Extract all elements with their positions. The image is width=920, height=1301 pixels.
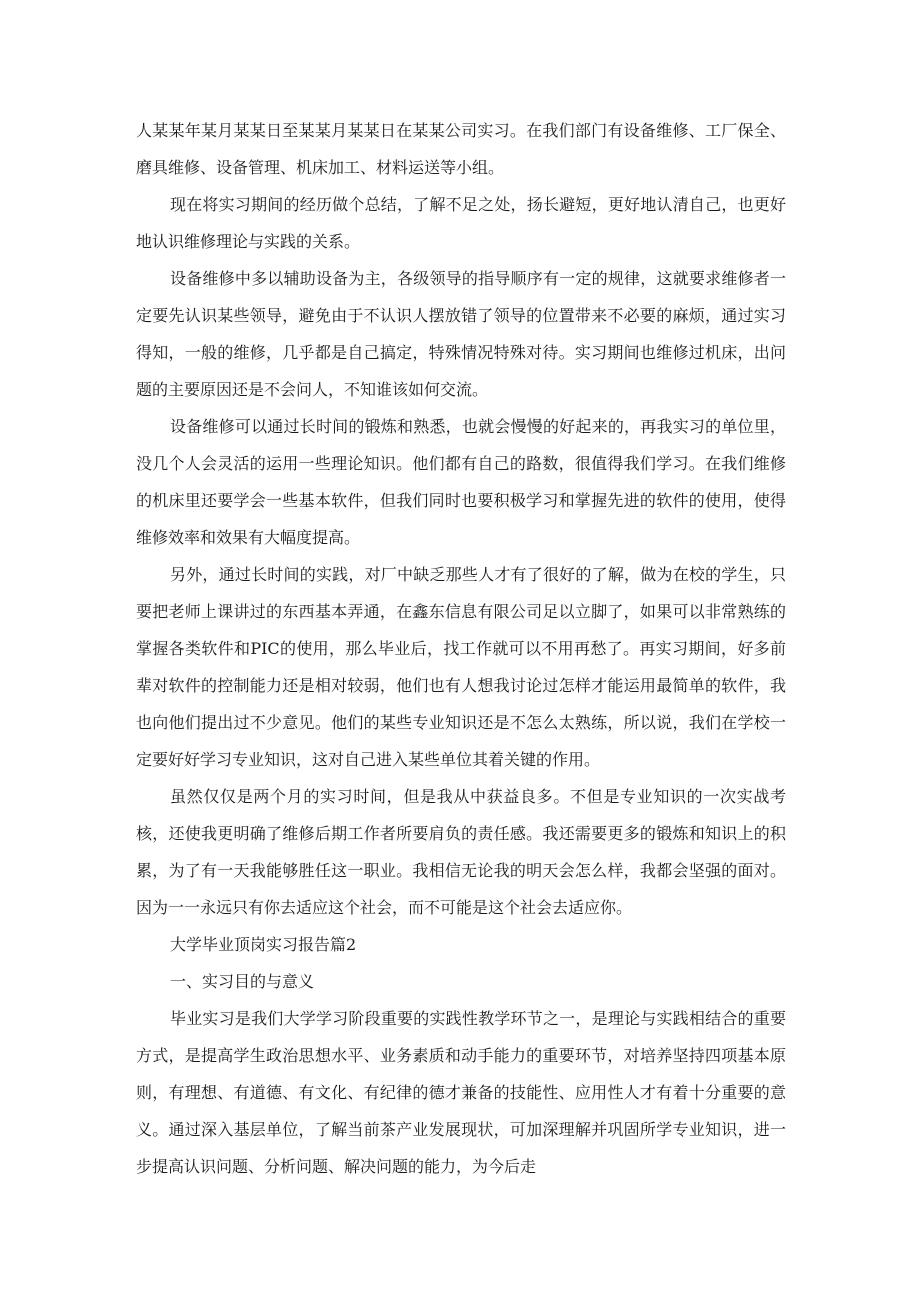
section-title: 大学毕业顶岗实习报告篇2: [170, 935, 357, 954]
subsection-title: 一、实习目的与意义: [170, 972, 315, 991]
document-body: [136, 112, 786, 1185]
paragraph-1: 人某某年某月某某日至某某月某某日在某某公司实习。在我们部门有设备维修、工厂保全、磨具维修、设备管理、机床加工、材料运送等小组。: [136, 121, 786, 177]
paragraph-7: 毕业实习是我们大学学习阶段重要的实践性教学环节之一，是理论与实践相结合的重要方式，是提高学生政治思想水平、业务素质和动手能力的重要环节，对培养坚持四项基本原则，有理想、有道德、有文化、有纪律的德才兼备的技能性、应用性人才有着十分重要的意义。通过深入基层单位，了解当前茶产业发展现状，可加深理解并巩固所学专业知识，进一步提高认识问题、分析问题、解决问题的能力，为今后走: [136, 1009, 786, 1176]
paragraph-6: 虽然仅仅是两个月的实习时间，但是我从中获益良多。不但是专业知识的一次实战考核，还使我更明确了维修后期工作者所要肩负的责任感。我还需要更多的锻炼和知识上的积累，为了有一天我能够胜任这一职业。我相信无论我的明天会怎么样，我都会坚强的面对。因为一一永远只有你去适应这个社会，而不可能是这个社会去适应你。: [136, 787, 786, 917]
paragraph-4: 设备维修可以通过长时间的锻炼和熟悉，也就会慢慢的好起来的，再我实习的单位里，没几个人会灵活的运用一些理论知识。他们都有自己的路数，很值得我们学习。在我们维修的机床里还要学会一些基本软件，但我们同时也要积极学习和掌握先进的软件的使用，使得维修效率和效果有大幅度提高。: [136, 417, 786, 547]
paragraph-5: 另外，通过长时间的实践，对厂中缺乏那些人才有了很好的了解，做为在校的学生，只要把老师上课讲过的东西基本弄通，在鑫东信息有限公司足以立脚了，如果可以非常熟练的掌握各类软件和PIC的使用，那么毕业后，找工作就可以不用再愁了。再实习期间，好多前辈对软件的控制能力还是相对较弱，他们也有人想我讨论过怎样才能运用最简单的软件，我也向他们提出过不少意见。他们的某些专业知识还是不怎么太熟练，所以说，我们在学校一定要好好学习专业知识，这对自己进入某些单位其着关键的作用。: [136, 565, 786, 769]
paragraph-3: 设备维修中多以辅助设备为主，各级领导的指导顺序有一定的规律，这就要求维修者一定要先认识某些领导，避免由于不认识人摆放错了领导的位置带来不必要的麻烦，通过实习得知，一般的维修，几乎都是自己搞定，特殊情况特殊对待。实习期间也维修过机床，出问题的主要原因还是不会问人，不知谁该如何交流。: [136, 269, 786, 399]
paragraph-2: 现在将实习期间的经历做个总结，了解不足之处，扬长避短，更好地认清自己，也更好地认识维修理论与实践的关系。: [136, 195, 786, 251]
